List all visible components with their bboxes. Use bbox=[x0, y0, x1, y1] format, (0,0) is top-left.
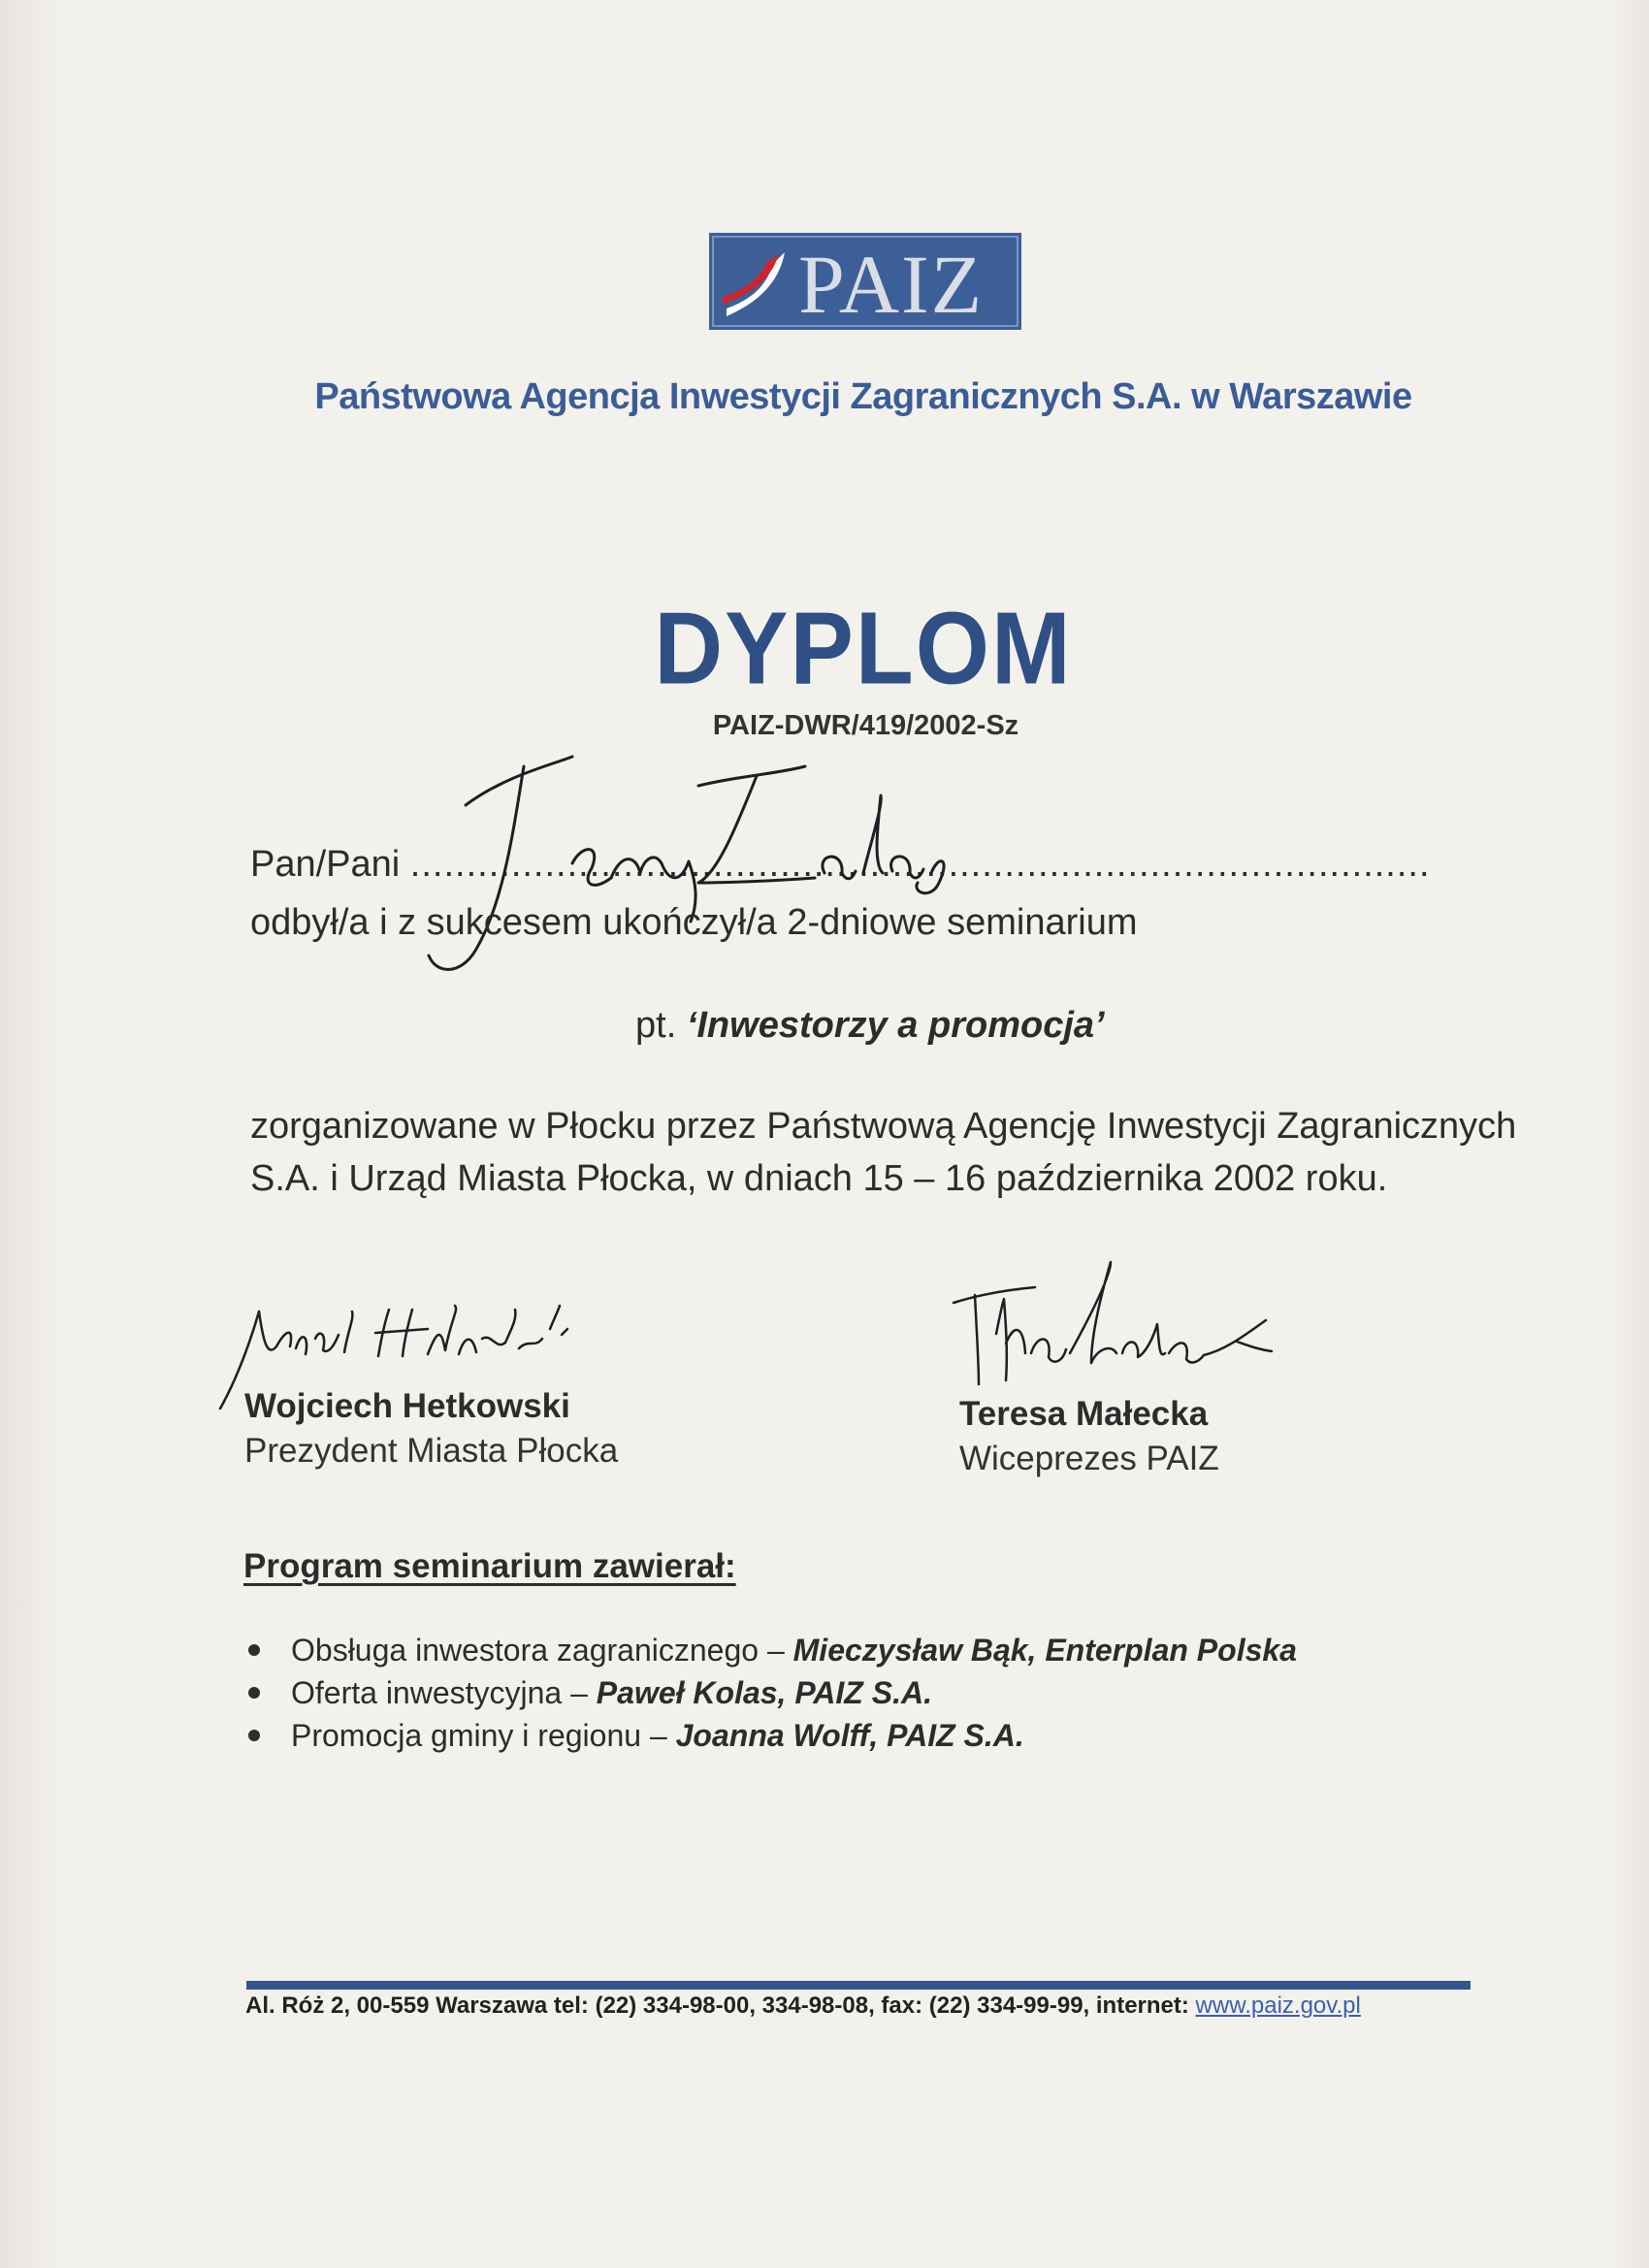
signatory-1 bbox=[244, 1387, 618, 1471]
bullet-icon bbox=[248, 1730, 260, 1741]
signatory-2 bbox=[959, 1395, 1219, 1478]
signatory-2-name: Teresa Małecka bbox=[959, 1395, 1209, 1433]
footer-address: Al. Róż 2, 00-559 Warszawa tel: (22) 334-98-00, 334-98-08, fax: (22) 334-99-99, internet: bbox=[245, 1993, 1196, 2019]
scan-edge-right bbox=[1610, 0, 1649, 2268]
logo-text: PAIZ bbox=[798, 238, 985, 330]
program-topic: Promocja gminy i regionu – bbox=[291, 1718, 676, 1753]
salutation: Pan/Pani bbox=[250, 844, 401, 885]
signatory-1-name: Wojciech Hetkowski bbox=[244, 1387, 570, 1425]
organizer-line-1: zorganizowane w Płocku przez Państwową Agencję Inwestycji Zagranicznych bbox=[250, 1106, 1517, 1147]
program-item bbox=[242, 1630, 1297, 1670]
footer-contact bbox=[245, 1993, 1361, 2020]
program-speaker: Mieczysław Bąk, Enterplan Polska bbox=[792, 1633, 1297, 1668]
program-item bbox=[242, 1715, 1297, 1756]
diploma-reference: PAIZ-DWR/419/2002-Sz bbox=[712, 710, 1019, 741]
program-topic: Oferta inwestycyjna – bbox=[291, 1675, 597, 1710]
program-topic: Obsługa inwestora zagranicznego – bbox=[291, 1633, 793, 1668]
signatory-2-role: Wiceprezes PAIZ bbox=[959, 1440, 1219, 1477]
program-heading: Program seminarium zawierał: bbox=[243, 1547, 736, 1585]
organizer-line-2: S.A. i Urząd Miasta Płocka, w dniach 15 – 16 października 2002 roku. bbox=[250, 1158, 1388, 1199]
name-dotted-line: ........................................................................................... bbox=[409, 844, 1431, 885]
diploma-title: DYPLOM bbox=[654, 590, 1073, 706]
program-speaker: Joanna Wolff, PAIZ S.A. bbox=[675, 1718, 1024, 1753]
completed-line: odbył/a i z sukcesem ukończył/a 2-dniowe seminarium bbox=[250, 902, 1138, 943]
scan-edge-left bbox=[0, 0, 60, 2268]
recipient-handwritten-name bbox=[407, 737, 951, 989]
signature-malecka bbox=[946, 1256, 1276, 1402]
bullet-icon bbox=[248, 1687, 260, 1699]
signatory-1-role: Prezydent Miasta Płocka bbox=[244, 1432, 619, 1470]
website-link[interactable]: www.paiz.gov.pl bbox=[1195, 1993, 1361, 2019]
program-item bbox=[242, 1672, 1297, 1713]
program-list bbox=[242, 1630, 1297, 1758]
seminar-line bbox=[635, 1005, 1105, 1047]
footer-rule bbox=[246, 1981, 1471, 1990]
program-speaker: Paweł Kolas, PAIZ S.A. bbox=[596, 1675, 932, 1710]
seminar-title: ‘Inwestorzy a promocja’ bbox=[686, 1005, 1105, 1046]
bullet-icon bbox=[248, 1644, 260, 1656]
paiz-logo bbox=[709, 233, 1021, 330]
seminar-prefix: pt. bbox=[635, 1005, 677, 1046]
agency-name: Państwowa Agencja Inwestycji Zagranicznych S.A. w Warszawie bbox=[314, 376, 1412, 417]
